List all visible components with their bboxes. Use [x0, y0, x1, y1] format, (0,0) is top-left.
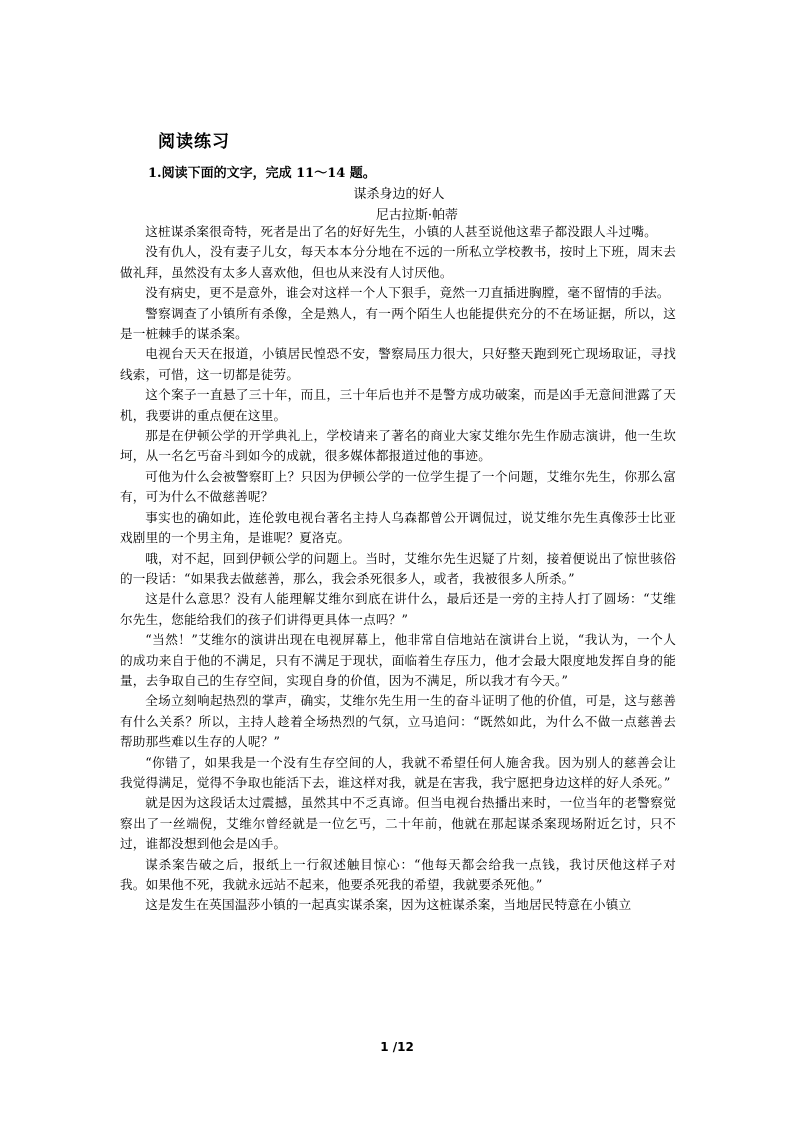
paragraph: 电视台天天在报道，小镇居民惶恐不安，警察局压力很大，只好整天跑到死亡现场取证，寻找线索，可惜，这一切都是徒劳。	[120, 346, 676, 382]
paragraph: 就是因为这段话太过震撼，虽然其中不乏真谛。但当电视台热播出来时，一位当年的老警察觉察出了一丝端倪，艾维尔曾经就是一位乞丐，二十年前，他就在那起谋杀案现场附近乞讨，只不过，谁都没想到他会是凶手。	[120, 795, 676, 852]
paragraph: 这是什么意思？没有人能理解艾维尔到底在讲什么，最后还是一旁的主持人打了圆场：“艾维尔先生，您能给我们的孩子们讲得更具体一点吗？”	[120, 591, 676, 627]
question-prompt: 1.阅读下面的文字，完成 11～14 题。	[148, 166, 376, 181]
paragraph: “你错了，如果我是一个没有生存空间的人，我就不希望任何人施舍我。因为别人的慈善会让我觉得满足，觉得不争取也能活下去，谁这样对我，就是在害我，我宁愿把身边这样的好人杀死。”	[120, 754, 676, 790]
paragraph: 谋杀案告破之后，报纸上一行叙述触目惊心：“他每天都会给我一点钱，我讨厌他这样子对我。如果他不死，我就永远站不起来，他要杀死我的希望，我就要杀死他。”	[120, 856, 676, 892]
article-body	[120, 222, 676, 916]
paragraph: 可他为什么会被警察盯上？只因为伊顿公学的一位学生提了一个问题，艾维尔先生，你那么富有，可为什么不做慈善呢？	[120, 468, 676, 505]
paragraph: 这桩谋杀案很奇特，死者是出了名的好好先生，小镇的人甚至说他这辈子都没跟人斗过嘴。	[145, 224, 657, 239]
paragraph: 事实也的确如此，连伦敦电视台著名主持人乌森都曾公开调侃过，说艾维尔先生真像莎士比亚戏剧里的一个男主角，是谁呢？夏洛克。	[120, 509, 676, 546]
paragraph: “当然！”艾维尔的演讲出现在电视屏幕上，他非常自信地站在演讲台上说，“我认为，一个人的成功来自于他的不满足，只有不满足于现状，面临着生存压力，他才会最大限度地发挥自身的能量，去争取自己的生存空间，实现自身的价值，因为不满足，所以我才有今天。”	[120, 632, 676, 688]
section-title: 阅读练习	[158, 132, 230, 152]
paragraph: 全场立刻响起热烈的掌声，确实，艾维尔先生用一生的奋斗证明了他的价值，可是，这与慈善有什么关系？所以，主持人趁着全场热烈的气氛，立马追问：“既然如此，为什么不做一点慈善去帮助那些难以生存的人呢？”	[120, 693, 676, 750]
paragraph: 哦，对不起，回到伊顿公学的问题上。当时，艾维尔先生迟疑了片刻，接着便说出了惊世骇俗的一段话：“如果我去做慈善，那么，我会杀死很多人，或者，我被很多人所杀。”	[120, 550, 676, 586]
article-title: 谋杀身边的好人	[353, 187, 445, 202]
page-number: 1 /12	[380, 1040, 414, 1054]
paragraph: 这是发生在英国温莎小镇的一起真实谋杀案，因为这桩谋杀案，当地居民特意在小镇立	[145, 897, 632, 913]
paragraph: 那是在伊顿公学的开学典礼上，学校请来了著名的商业大家艾维尔先生作励志演讲，他一生坎坷，从一名乞丐奋斗到如今的成就，很多媒体都报道过他的事迹。	[120, 428, 676, 464]
paragraph: 警察调查了小镇所有杀像，全是熟人，有一两个陌生人也能提供充分的不在场证据，所以，这是一桩棘手的谋杀案。	[120, 305, 676, 342]
paragraph: 没有病史，更不是意外，谁会对这样一个人下狠手，竟然一刀直插进胸膛，毫不留情的手法。	[145, 285, 670, 301]
paragraph: 这个案子一直悬了三十年，而且，三十年后也并不是警方成功破案，而是凶手无意间泄露了天机，我要讲的重点便在这里。	[120, 387, 676, 423]
paragraph: 没有仇人，没有妻子儿女，每天本本分分地在不远的一所私立学校教书，按时上下班，周末去做礼拜，虽然没有太多人喜欢他，但也从来没有人讨厌他。	[120, 244, 676, 280]
article-author: 尼古拉斯·帕蒂	[375, 208, 459, 223]
